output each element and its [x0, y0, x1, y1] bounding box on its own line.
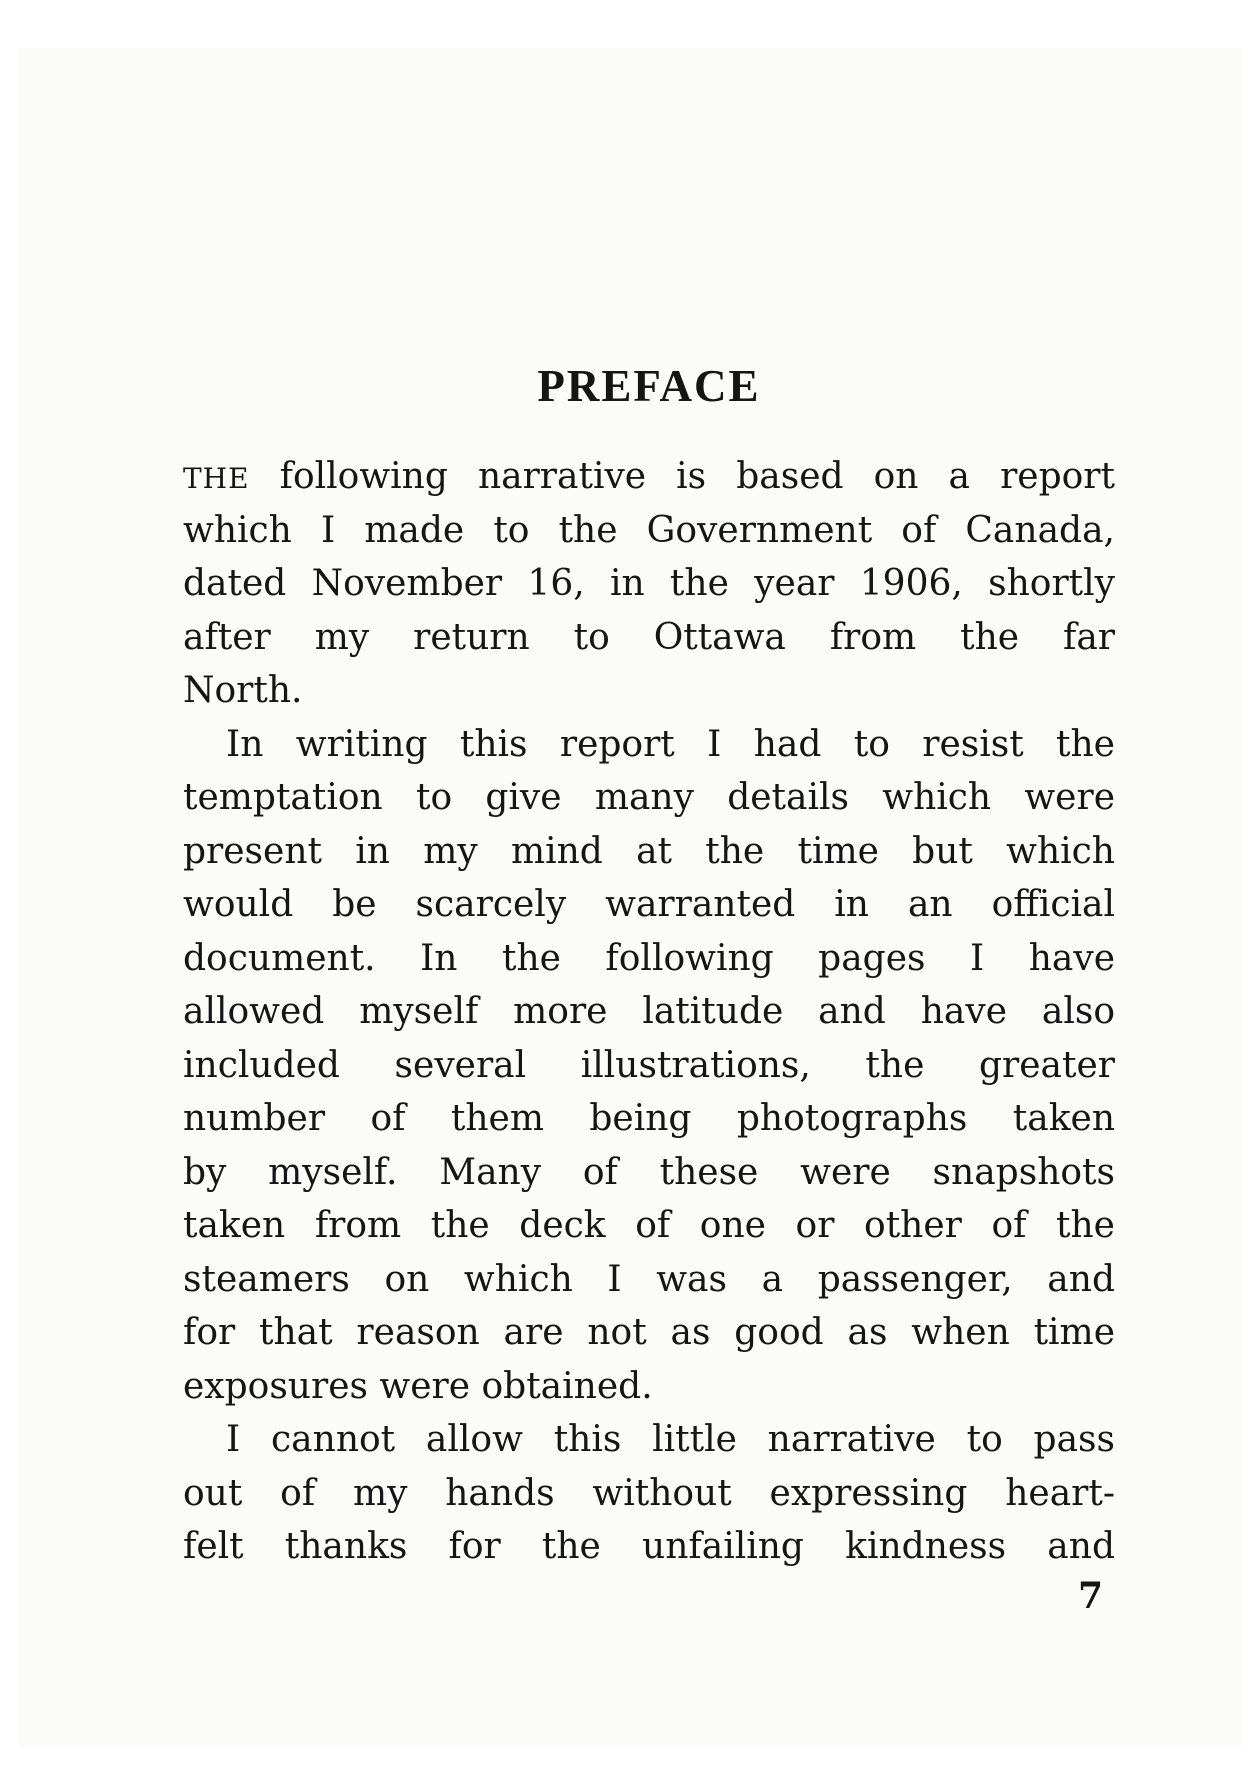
text-line: allowed myself more latitude and have also	[183, 991, 1115, 1032]
text-line: North.	[183, 670, 303, 711]
paragraph-3	[183, 1413, 1115, 1574]
text-line: I cannot allow this little narrative to pass	[226, 1419, 1115, 1460]
text-line: dated November 16, in the year 1906, shortly	[183, 563, 1115, 604]
text-line: which I made to the Government of Canada,	[183, 509, 1115, 551]
text-line: exposures were obtained.	[183, 1365, 653, 1407]
page-number: 7	[1078, 1575, 1104, 1617]
text-line: by myself. Many of these were snapshots	[183, 1151, 1115, 1193]
paragraph-2	[183, 718, 1115, 1414]
book-page	[18, 48, 1241, 1748]
text-line: present in my mind at the time but which	[183, 830, 1115, 872]
text-line: steamers on which I was a passenger, and	[183, 1258, 1115, 1300]
text-line: document. In the following pages I have	[183, 937, 1115, 979]
text-line: In writing this report I had to resist the	[226, 723, 1115, 765]
text-line: out of my hands without expressing heart-	[183, 1472, 1115, 1514]
text-line: for that reason are not as good as when time	[183, 1312, 1115, 1353]
text-line: taken from the deck of one or other of the	[183, 1205, 1115, 1246]
text-line: included several illustrations, the greater	[183, 1044, 1115, 1086]
page-content	[183, 360, 1115, 1574]
text-line: temptation to give many details which were	[183, 777, 1115, 818]
text-line: number of them being photographs taken	[183, 1098, 1115, 1139]
smallcaps-word: THE	[183, 462, 250, 495]
page-title: PREFACE	[537, 361, 761, 411]
paragraph-1	[183, 450, 1115, 718]
text-line: would be scarcely warranted in an official	[183, 884, 1115, 925]
text-line: after my return to Ottawa from the far	[183, 616, 1115, 658]
text-line: THE following narrative is based on a report	[183, 456, 1115, 497]
text-line: felt thanks for the unfailing kindness and	[183, 1526, 1115, 1567]
